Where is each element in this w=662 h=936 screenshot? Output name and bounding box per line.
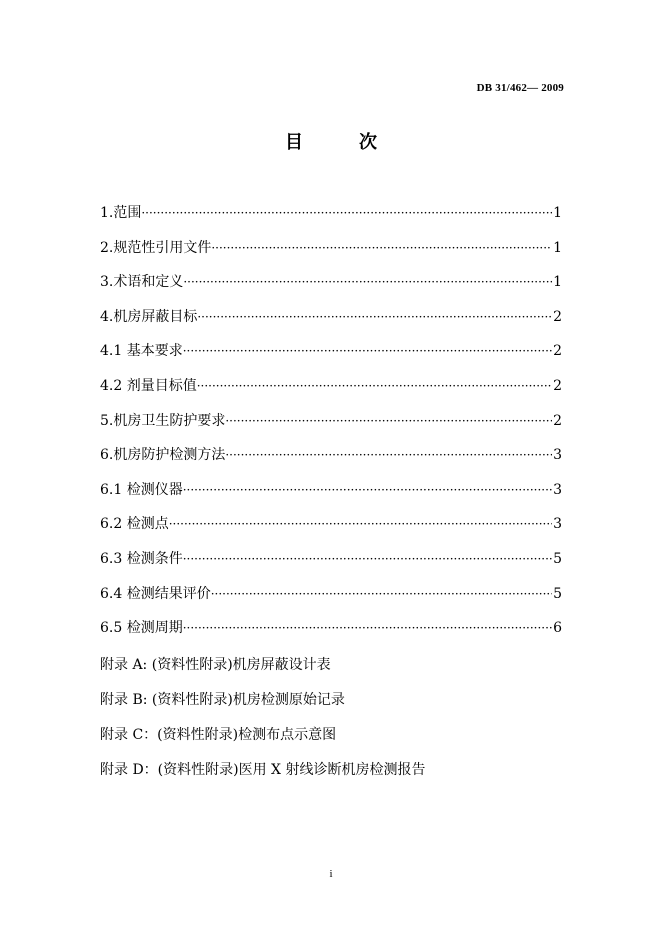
toc-entry-page: 5 [553, 585, 562, 602]
toc-leader-dots [183, 341, 552, 361]
toc-leader-dots [183, 618, 552, 638]
toc-entry[interactable] [100, 272, 562, 307]
toc-entry[interactable] [100, 341, 562, 376]
toc-title-char-1: 目 [285, 132, 303, 153]
toc-leader-dots [211, 238, 552, 258]
toc-leader-dots [197, 307, 552, 327]
toc-entry[interactable] [100, 514, 562, 549]
toc-entry[interactable] [100, 480, 562, 515]
toc-leader-dots [225, 445, 552, 465]
toc-entry-page: 2 [553, 343, 562, 360]
table-of-contents [100, 203, 562, 653]
toc-entry-page: 3 [553, 516, 562, 533]
toc-entry-label: 6.1 检测仪器 [100, 481, 183, 498]
toc-entry-page: 5 [553, 550, 562, 567]
toc-entry[interactable] [100, 618, 562, 653]
toc-leader-dots [183, 549, 552, 569]
toc-leader-dots [183, 480, 552, 500]
document-code: DB 31/462— 2009 [476, 82, 564, 94]
toc-entry-label: 6.2 检测点 [100, 516, 169, 533]
toc-leader-dots [169, 514, 552, 534]
toc-entry-label: 2.规范性引用文件 [100, 239, 212, 256]
toc-entry-page: 2 [553, 377, 562, 394]
toc-leader-dots [211, 584, 552, 604]
appendix-list [100, 655, 562, 795]
toc-entry[interactable] [100, 307, 562, 342]
toc-entry[interactable] [100, 411, 562, 446]
appendix-entry[interactable]: 附录 B: (资料性附录)机房检测原始记录 [100, 692, 345, 708]
toc-entry[interactable] [100, 238, 562, 273]
toc-entry-page: 3 [553, 481, 562, 498]
toc-entry-label: 4.1 基本要求 [100, 343, 183, 360]
toc-entry-page: 1 [553, 239, 562, 256]
toc-entry[interactable] [100, 584, 562, 619]
toc-entry-label: 5.机房卫生防护要求 [100, 412, 226, 429]
toc-title [0, 128, 662, 154]
toc-entry-label: 4.机房屏蔽目标 [100, 308, 198, 325]
toc-entry[interactable] [100, 376, 562, 411]
toc-entry-label: 3.术语和定义 [100, 274, 184, 291]
toc-leader-dots [225, 411, 552, 431]
toc-entry-page: 2 [553, 308, 562, 325]
toc-entry-label: 4.2 剂量目标值 [100, 377, 197, 394]
appendix-entry[interactable]: 附录 C：(资料性附录)检测布点示意图 [100, 727, 337, 743]
toc-entry-label: 1.范围 [100, 205, 142, 221]
appendix-entry[interactable]: 附录 D：(资料性附录)医用 X 射线诊断机房检测报告 [100, 762, 426, 778]
toc-entry[interactable] [100, 203, 562, 238]
toc-entry-page: 6 [553, 620, 562, 637]
toc-entry-page: 2 [553, 412, 562, 429]
toc-entry-label: 6.4 检测结果评价 [100, 585, 211, 602]
toc-entry[interactable] [100, 549, 562, 584]
toc-entry-page: 1 [553, 205, 562, 221]
toc-entry-label: 6.3 检测条件 [100, 550, 183, 567]
toc-entry-page: 3 [553, 447, 562, 464]
page-number: i [329, 868, 333, 880]
toc-leader-dots [183, 272, 552, 292]
toc-entry-page: 1 [553, 274, 562, 291]
appendix-entry[interactable]: 附录 A: (资料性附录)机房屏蔽设计表 [100, 657, 331, 673]
toc-leader-dots [197, 376, 552, 396]
toc-entry-label: 6.5 检测周期 [100, 620, 183, 637]
toc-title-char-2: 次 [359, 132, 377, 153]
toc-entry-label: 6.机房防护检测方法 [100, 447, 226, 464]
toc-entry[interactable] [100, 445, 562, 480]
toc-leader-dots [141, 203, 552, 223]
